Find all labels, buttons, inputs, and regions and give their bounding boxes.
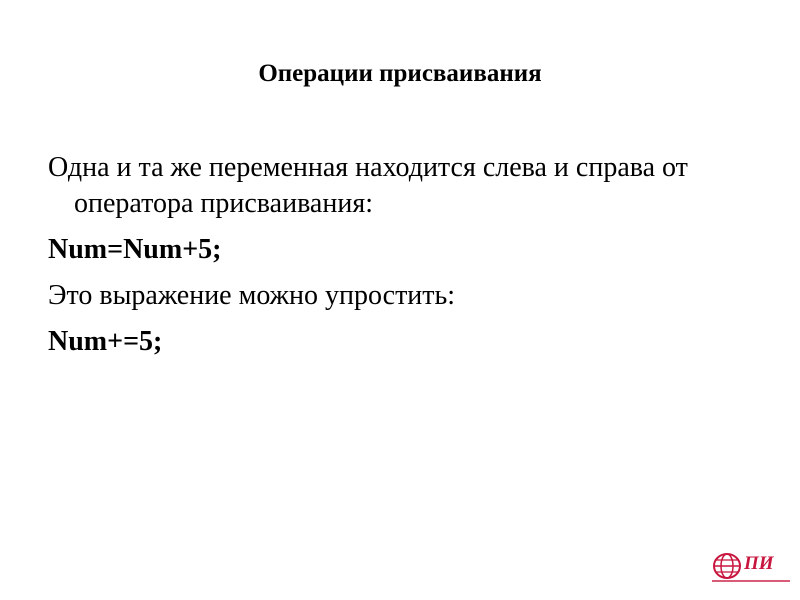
logo-caption-line [712,580,790,582]
slide-body [48,150,748,370]
slide-title: Операции присваивания [258,60,542,87]
code-line-simplified: Num+=5; [48,326,163,357]
code-line-original: Num=Num+5; [48,234,222,265]
faculty-logo [706,546,792,592]
logo-text: ПИ [744,553,774,574]
globe-icon [712,552,742,580]
paragraph-simplify: Это выражение можно упростить: [48,280,456,311]
paragraph-description: Одна и та же переменная находится слева и справа от оператора присваивания: [48,152,688,219]
